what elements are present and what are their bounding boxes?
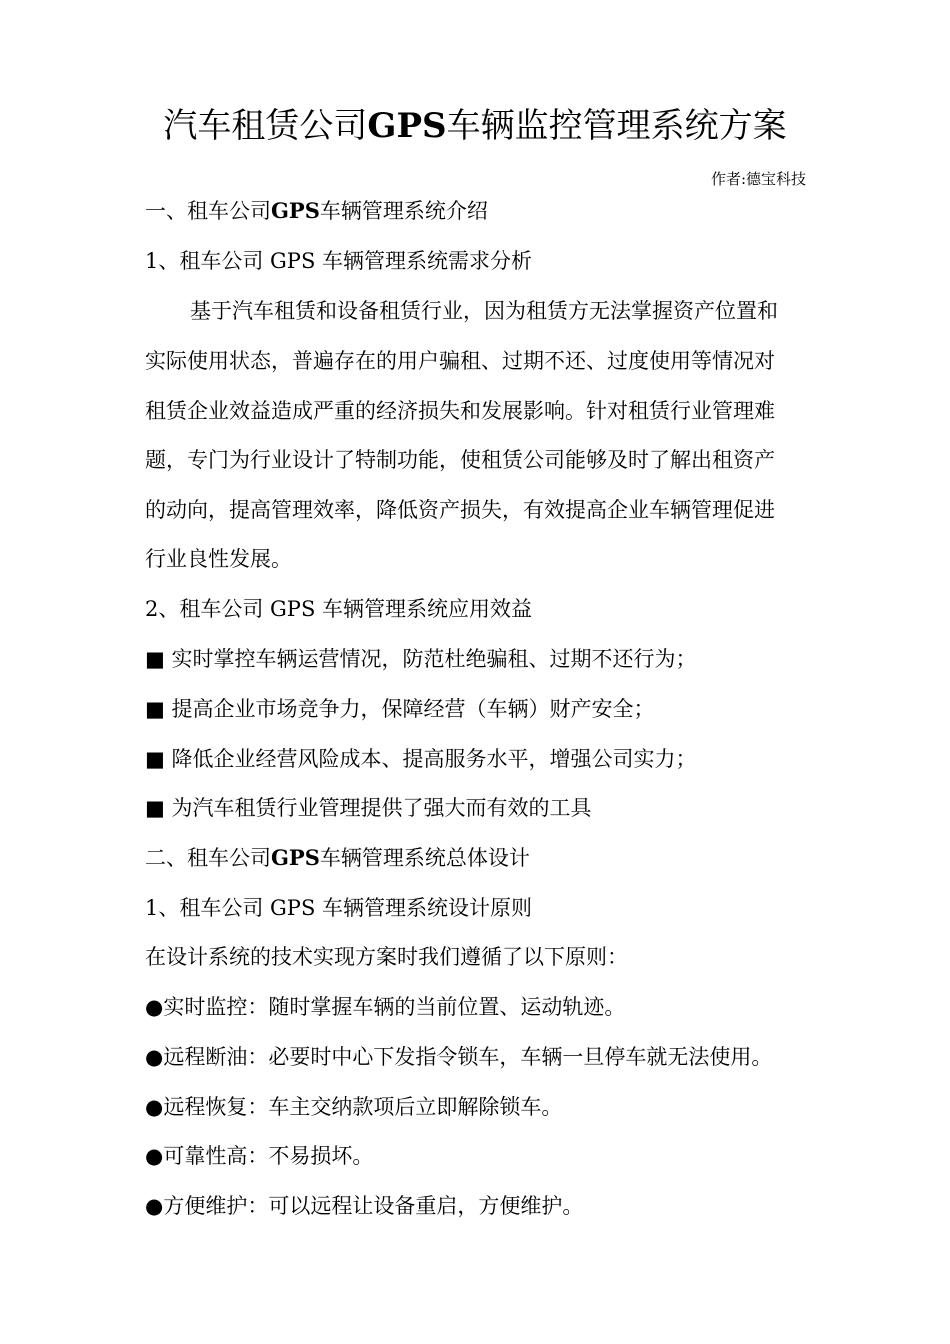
section2-heading-bold: GPS	[271, 845, 320, 870]
paragraph-line: 实际使用状态，普遍存在的用户骗租、过期不还、过度使用等情况对	[145, 349, 775, 373]
section1-subheading-2: 2、租车公司 GPS 车辆管理系统应用效益	[145, 597, 533, 621]
title-text-pre: 汽车租赁公司	[163, 106, 368, 146]
principles-intro: 在设计系统的技术实现方案时我们遵循了以下原则：	[145, 945, 628, 969]
principle-item: ●可靠性高：不易损坏。	[145, 1144, 374, 1168]
document-title	[0, 100, 950, 152]
section1-heading-bold: GPS	[271, 198, 320, 223]
section1-heading	[145, 196, 810, 226]
benefit-item: ■ 实时掌控车辆运营情况，防范杜绝骗租、过期不还行为；	[145, 647, 697, 671]
section2-subheading-1: 1、租车公司 GPS 车辆管理系统设计原则	[145, 896, 533, 920]
section1-subheading-1: 1、租车公司 GPS 车辆管理系统需求分析	[145, 249, 533, 273]
benefit-item: ■ 提高企业市场竞争力，保障经营（车辆）财产安全；	[145, 697, 655, 721]
principle-item: ●远程断油：必要时中心下发指令锁车，车辆一旦停车就无法使用。	[145, 1045, 773, 1069]
author-line: 作者:德宝科技	[710, 170, 806, 188]
title-text-bold: GPS	[367, 106, 447, 146]
paragraph-line: 租赁企业效益造成严重的经济损失和发展影响。针对租赁行业管理难	[145, 399, 775, 423]
benefit-item: ■ 降低企业经营风险成本、提高服务水平，增强公司实力；	[145, 747, 697, 771]
principle-item: ●实时监控：随时掌握车辆的当前位置、运动轨迹。	[145, 995, 626, 1019]
paragraph-line: 行业良性发展。	[145, 547, 292, 571]
section2-heading-pre: 二、租车公司	[145, 846, 271, 870]
paragraph-line: 题，专门为行业设计了特制功能，使租赁公司能够及时了解出租资产	[145, 448, 775, 472]
principle-item: ●方便维护：可以远程让设备重启，方便维护。	[145, 1194, 584, 1218]
benefit-item: ■ 为汽车租赁行业管理提供了强大而有效的工具	[145, 796, 592, 820]
section1-heading-post: 车辆管理系统介绍	[319, 199, 488, 223]
paragraph-line: 基于汽车租赁和设备租赁行业，因为租赁方无法掌握资产位置和	[190, 299, 778, 323]
section2-heading	[145, 843, 810, 873]
principle-item: ●远程恢复：车主交纳款项后立即解除锁车。	[145, 1095, 563, 1119]
paragraph-line: 的动向，提高管理效率，降低资产损失，有效提高企业车辆管理促进	[145, 498, 775, 522]
title-text-post: 车辆监控管理系统方案	[446, 106, 787, 146]
section1-heading-pre: 一、租车公司	[145, 199, 271, 223]
section2-heading-post: 车辆管理系统总体设计	[319, 846, 530, 870]
